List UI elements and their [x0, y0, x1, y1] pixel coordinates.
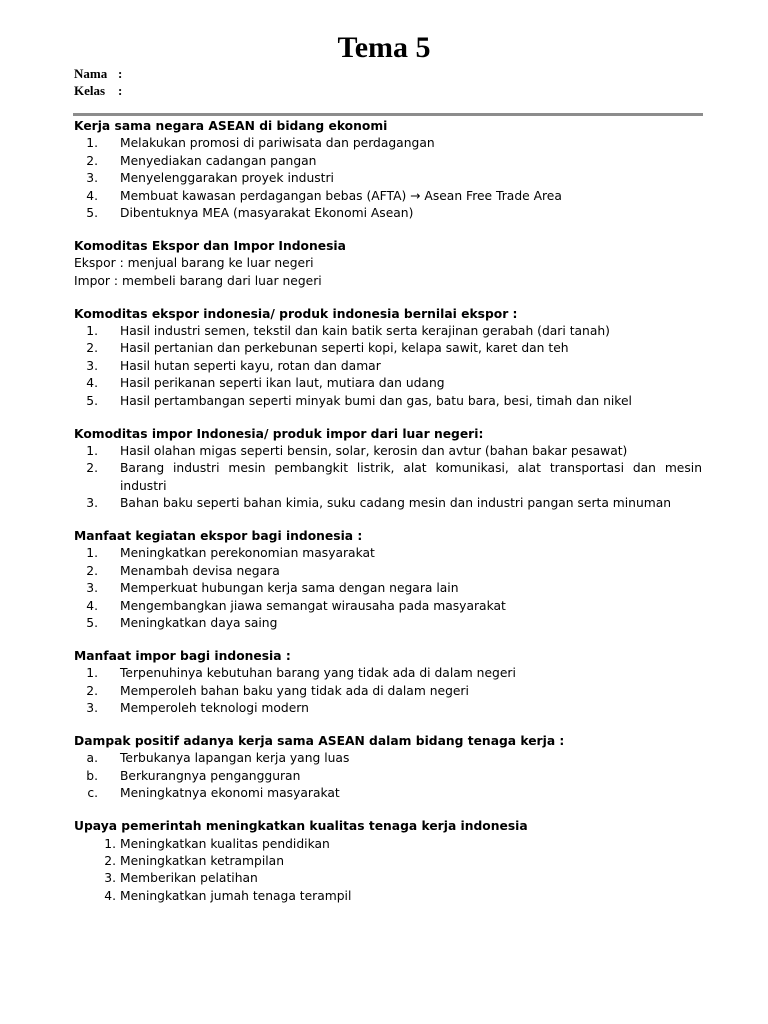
list-text: Meningkatkan perekonomian masyarakat: [120, 546, 375, 561]
list-item: [74, 375, 702, 392]
list-item: [74, 170, 702, 187]
section-heading: Manfaat impor bagi indonesia :: [74, 648, 291, 663]
list-text: Meningkatkan kualitas pendidikan: [120, 836, 330, 851]
list-text: Mengembangkan jiawa semangat wirausaha pada masyarakat: [120, 598, 506, 613]
list-number: 3.: [86, 358, 98, 373]
list-text: Melakukan promosi di pariwisata dan perdagangan: [120, 136, 435, 151]
section-manfaat-impor: [74, 648, 702, 718]
section-heading: Komoditas Ekspor dan Impor Indonesia: [74, 238, 346, 253]
list-text: Meningkatnya ekonomi masyarakat: [120, 786, 340, 801]
section-heading: Komoditas impor Indonesia/ produk impor dari luar negeri:: [74, 426, 484, 441]
kelas-separator: :: [118, 83, 123, 98]
kelas-label: Kelas: [74, 83, 106, 98]
section-heading: Upaya pemerintah meningkatkan kualitas tenaga kerja indonesia: [74, 819, 528, 834]
section-heading: Dampak positif adanya kerja sama ASEAN dalam bidang tenaga kerja :: [74, 734, 565, 749]
list-item: [74, 836, 702, 853]
numbered-list: [74, 545, 702, 632]
list-number: 5.: [86, 616, 98, 631]
nama-separator: :: [118, 66, 123, 81]
list-text: Bahan baku seperti bahan kimia, suku cadang mesin dan industri pangan serta minuman: [120, 496, 672, 511]
list-number: 1.: [86, 666, 98, 681]
section-ekspor-impor: [74, 238, 702, 290]
list-number: 5.: [86, 393, 98, 408]
list-number: 4.: [86, 598, 98, 613]
section-dampak-positif: [74, 733, 702, 803]
list-text: Meningkatkan daya saing: [120, 616, 278, 631]
lettered-list: [74, 750, 702, 802]
list-number: 1.: [86, 136, 98, 151]
list-item: [74, 683, 702, 700]
list-number: 2.: [86, 153, 98, 168]
section-komoditas-ekspor: [74, 306, 702, 410]
nama-row: [74, 65, 122, 82]
kelas-row: [74, 82, 122, 99]
list-item: [74, 205, 702, 222]
list-number: 4.: [86, 188, 98, 203]
list-item: [74, 358, 702, 375]
list-number: 4.: [104, 888, 116, 903]
list-item: [74, 340, 702, 357]
list-number: 2.: [86, 341, 98, 356]
list-number: 2.: [86, 461, 98, 476]
list-item: [74, 563, 702, 580]
list-text: Hasil perikanan seperti ikan laut, mutiara dan udang: [120, 376, 445, 391]
list-item: [74, 545, 702, 562]
list-item: [74, 615, 702, 632]
numbered-list: [74, 665, 702, 717]
list-text: Hasil olahan migas seperti bensin, solar, kerosin dan avtur (bahan bakar pesawat): [120, 443, 628, 458]
horizontal-divider: [73, 113, 703, 116]
list-text: Memperoleh bahan baku yang tidak ada di dalam negeri: [120, 683, 469, 698]
section-manfaat-ekspor: [74, 528, 702, 632]
section-heading: Kerja sama negara ASEAN di bidang ekonomi: [74, 119, 388, 133]
list-text: Meningkatkan ketrampilan: [120, 853, 284, 868]
list-number: 3.: [86, 496, 98, 511]
list-item: [74, 153, 702, 170]
list-text: Memperkuat hubungan kerja sama dengan negara lain: [120, 581, 459, 596]
list-item: [74, 750, 702, 767]
list-number: 1.: [86, 323, 98, 338]
list-text: Menyelenggarakan proyek industri: [120, 171, 334, 186]
list-item: [74, 188, 702, 205]
list-number: 1.: [86, 443, 98, 458]
list-number: 2.: [104, 853, 116, 868]
list-text: Barang industri mesin pembangkit listrik, alat komunikasi, alat transportasi dan mesin industri: [120, 461, 702, 493]
numbered-list: [74, 323, 702, 410]
list-item: [74, 888, 702, 905]
list-text: Menyediakan cadangan pangan: [120, 153, 317, 168]
list-number: 5.: [86, 206, 98, 221]
list-item: [74, 393, 702, 410]
list-text: Menambah devisa negara: [120, 563, 280, 578]
numbered-list: [74, 135, 702, 222]
list-text: Hasil pertanian dan perkebunan seperti kopi, kelapa sawit, karet dan teh: [120, 341, 569, 356]
list-text: Membuat kawasan perdagangan bebas (AFTA) → Asean Free Trade Area: [120, 188, 562, 203]
list-number: 3.: [86, 581, 98, 596]
section-komoditas-impor: [74, 426, 702, 513]
list-item: [74, 598, 702, 615]
section-heading: Komoditas ekspor indonesia/ produk indonesia bernilai ekspor :: [74, 306, 518, 321]
numbered-list: [74, 443, 702, 513]
content: [74, 118, 702, 921]
list-text: Memberikan pelatihan: [120, 871, 258, 886]
list-letter: c.: [87, 786, 98, 801]
list-item: [74, 870, 702, 887]
list-number: 1.: [104, 836, 116, 851]
section-heading: Manfaat kegiatan ekspor bagi indonesia :: [74, 529, 363, 544]
section-asean-ekonomi: [74, 118, 702, 222]
list-text: Dibentuknya MEA (masyarakat Ekonomi Asean): [120, 206, 414, 221]
list-item: [74, 768, 702, 785]
list-letter: b.: [86, 768, 98, 783]
list-item: [74, 495, 702, 512]
list-text: Hasil hutan seperti kayu, rotan dan damar: [120, 358, 381, 373]
list-text: Berkurangnya pengangguran: [120, 768, 301, 783]
list-item: [74, 443, 702, 460]
list-item: [74, 665, 702, 682]
list-text: Hasil pertambangan seperti minyak bumi dan gas, batu bara, besi, timah dan nikel: [120, 393, 632, 408]
list-item: [74, 460, 702, 495]
list-number: 3.: [104, 871, 116, 886]
list-number: 3.: [86, 171, 98, 186]
list-item: [74, 853, 702, 870]
nama-label: Nama: [74, 66, 108, 81]
list-item: [74, 323, 702, 340]
section-upaya-pemerintah: [74, 818, 702, 905]
page-title: Tema 5: [337, 31, 431, 64]
list-letter: a.: [86, 751, 98, 766]
list-number: 2.: [86, 683, 98, 698]
ekspor-definition: Ekspor : menjual barang ke luar negeri: [74, 256, 314, 271]
list-text: Memperoleh teknologi modern: [120, 701, 309, 716]
list-number: 4.: [86, 376, 98, 391]
list-text: Terbukanya lapangan kerja yang luas: [120, 751, 350, 766]
impor-definition: Impor : membeli barang dari luar negeri: [74, 273, 322, 288]
list-number: 3.: [86, 701, 98, 716]
list-text: Meningkatkan jumah tenaga terampil: [120, 888, 352, 903]
list-item: [74, 700, 702, 717]
numbered-list: [74, 836, 702, 906]
list-item: [74, 580, 702, 597]
list-text: Terpenuhinya kebutuhan barang yang tidak ada di dalam negeri: [120, 666, 516, 681]
list-item: [74, 785, 702, 802]
list-item: [74, 135, 702, 152]
list-number: 2.: [86, 563, 98, 578]
list-number: 1.: [86, 546, 98, 561]
list-text: Hasil industri semen, tekstil dan kain batik serta kerajinan gerabah (dari tanah): [120, 323, 610, 338]
student-info: [74, 65, 122, 99]
